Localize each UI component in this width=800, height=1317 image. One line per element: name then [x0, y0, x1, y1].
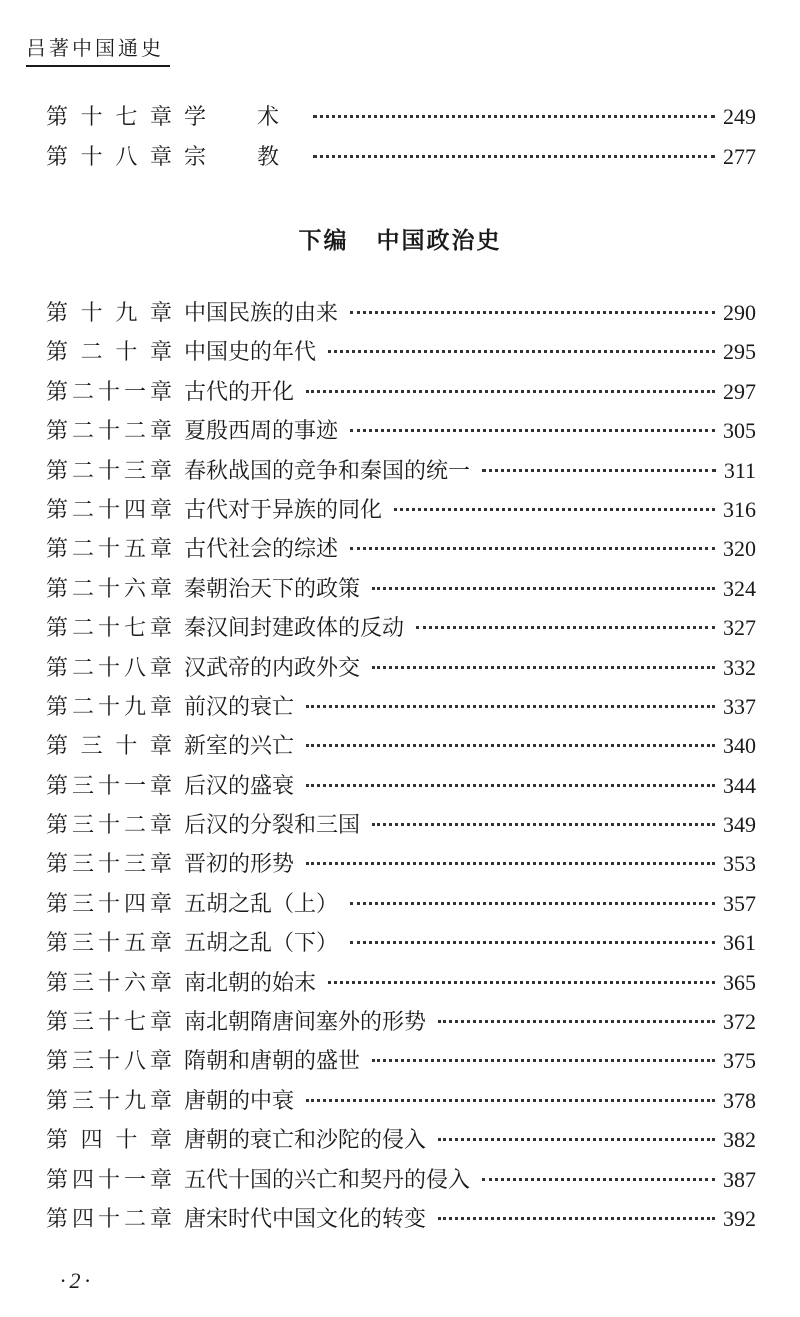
chapter-number: 第二十七章: [46, 616, 172, 642]
chapter-title: 新室的兴亡: [184, 734, 295, 760]
chapter-title: 宗 教: [184, 145, 301, 170]
chapter-title: 唐朝的中衰: [184, 1088, 295, 1114]
chapter-title: 五代十国的兴亡和契丹的侵入: [184, 1167, 471, 1193]
chapter-number: 第三十五章: [46, 931, 172, 957]
dot-leader: [306, 744, 715, 747]
toc-entry[interactable]: [46, 966, 756, 1005]
chapter-title: 春秋战国的竞争和秦国的统一: [184, 458, 471, 484]
chapter-title: 隋朝和唐朝的盛世: [184, 1049, 361, 1075]
toc-entry[interactable]: [46, 690, 756, 729]
toc-entry[interactable]: [46, 140, 756, 180]
page-number: 387: [723, 1166, 756, 1192]
toc-entry[interactable]: [46, 414, 756, 453]
toc-entry[interactable]: [46, 847, 756, 886]
chapter-title: 古代社会的综述: [184, 537, 339, 563]
page-number: 295: [723, 339, 756, 365]
chapter-title: 秦朝治天下的政策: [184, 576, 361, 602]
section-heading: [0, 222, 800, 255]
chapter-number: 第四十二章: [46, 1206, 172, 1232]
dot-leader: [438, 1217, 715, 1220]
page-number: 324: [723, 575, 756, 601]
chapter-number: 第十八章: [46, 145, 172, 170]
chapter-title: 秦汉间封建政体的反动: [184, 616, 405, 642]
dot-leader: [306, 705, 715, 708]
chapter-title: 南北朝的始末: [184, 970, 317, 996]
dot-leader: [394, 508, 715, 511]
dot-leader: [328, 981, 715, 984]
toc-entry[interactable]: [46, 532, 756, 571]
page-number: 311: [723, 457, 756, 483]
page-number: 344: [723, 772, 756, 798]
toc-entry[interactable]: [46, 1123, 756, 1162]
toc-entry[interactable]: [46, 296, 756, 335]
chapter-number: 第三十一章: [46, 773, 172, 799]
toc-entry[interactable]: [46, 1005, 756, 1044]
toc-continued-list: [46, 100, 756, 180]
toc-entry[interactable]: [46, 611, 756, 650]
dot-leader: [306, 862, 715, 865]
toc-entry[interactable]: [46, 1202, 756, 1241]
chapter-number: 第十九章: [46, 301, 172, 326]
toc-entry[interactable]: [46, 651, 756, 690]
page-number: 316: [723, 496, 756, 522]
page-number: 320: [723, 536, 756, 562]
toc-entry[interactable]: [46, 1163, 756, 1202]
page-number: 353: [723, 851, 756, 877]
chapter-number: 第十七章: [46, 105, 172, 130]
chapter-number: 第三十二章: [46, 813, 172, 839]
page-number: 327: [723, 615, 756, 641]
toc-entry[interactable]: [46, 375, 756, 414]
chapter-number: 第四十章: [46, 1128, 172, 1154]
dot-leader: [482, 469, 716, 472]
chapter-title: 南北朝隋唐间塞外的形势: [184, 1010, 427, 1036]
chapter-title: 前汉的衰亡: [184, 694, 295, 720]
chapter-number: 第四十一章: [46, 1167, 172, 1193]
chapter-title: 晋初的形势: [184, 852, 295, 878]
page-number: 337: [723, 693, 756, 719]
page-number: 375: [723, 1048, 756, 1074]
page-number: 249: [723, 104, 756, 129]
page-number: 277: [723, 144, 756, 169]
dot-leader: [416, 626, 715, 629]
toc-entry[interactable]: [46, 454, 756, 493]
page-number: 349: [723, 812, 756, 838]
chapter-number: 第二十九章: [46, 694, 172, 720]
chapter-number: 第三十九章: [46, 1088, 172, 1114]
chapter-number: 第三十章: [46, 734, 172, 760]
chapter-title: 后汉的分裂和三国: [184, 813, 361, 839]
dot-leader: [328, 350, 715, 353]
chapter-number: 第三十三章: [46, 852, 172, 878]
dot-leader: [313, 115, 715, 118]
page-number: 382: [723, 1127, 756, 1153]
chapter-number: 第二十六章: [46, 576, 172, 602]
page-number: 361: [723, 930, 756, 956]
toc-entry[interactable]: [46, 729, 756, 768]
toc-entry[interactable]: [46, 493, 756, 532]
page-number: 357: [723, 890, 756, 916]
chapter-title: 汉武帝的内政外交: [184, 655, 361, 681]
page-number: 297: [723, 378, 756, 404]
dot-leader: [313, 155, 715, 158]
page-number: 305: [723, 418, 756, 444]
dot-leader: [482, 1178, 715, 1181]
dot-leader: [350, 429, 715, 432]
dot-leader: [372, 1059, 715, 1062]
dot-leader: [372, 666, 715, 669]
toc-entry[interactable]: [46, 1084, 756, 1123]
toc-entry[interactable]: [46, 926, 756, 965]
dot-leader: [438, 1138, 715, 1141]
toc-entry[interactable]: [46, 1044, 756, 1083]
dot-leader: [372, 823, 715, 826]
chapter-title: 学 术: [184, 105, 301, 130]
chapter-title: 五胡之乱（下）: [184, 931, 339, 957]
toc-entry[interactable]: [46, 335, 756, 374]
chapter-title: 唐宋时代中国文化的转变: [184, 1206, 427, 1232]
dot-leader: [438, 1020, 715, 1023]
chapter-number: 第二十三章: [46, 458, 172, 484]
dot-leader: [350, 311, 715, 314]
chapter-title: 古代的开化: [184, 379, 295, 405]
dot-leader: [306, 1099, 715, 1102]
chapter-title: 中国史的年代: [184, 340, 317, 366]
page-number: 372: [723, 1009, 756, 1035]
chapter-number: 第二十二章: [46, 419, 172, 445]
page-number: 290: [723, 300, 756, 325]
chapter-title: 古代对于异族的同化: [184, 497, 383, 523]
toc-entry[interactable]: [46, 769, 756, 808]
dot-leader: [372, 587, 715, 590]
page-number: 365: [723, 969, 756, 995]
section-title: 中国政治史: [376, 228, 502, 254]
toc-entry[interactable]: [46, 808, 756, 847]
chapter-number: 第三十七章: [46, 1010, 172, 1036]
chapter-title: 五胡之乱（上）: [184, 891, 339, 917]
dot-leader: [350, 902, 715, 905]
chapter-title: 后汉的盛衰: [184, 773, 295, 799]
page-number: 340: [723, 733, 756, 759]
section-part-label: 下编: [298, 228, 349, 254]
chapter-number: 第二十五章: [46, 537, 172, 563]
dot-leader: [350, 547, 715, 550]
page-folio: ·2·: [60, 1268, 94, 1293]
chapter-number: 第二十章: [46, 340, 172, 366]
running-head: 吕著中国通史: [26, 32, 170, 67]
chapter-title: 中国民族的由来: [184, 301, 339, 326]
dot-leader: [306, 784, 715, 787]
chapter-title: 夏殷西周的事迹: [184, 419, 339, 445]
toc-entry[interactable]: [46, 100, 756, 140]
page-number: 332: [723, 654, 756, 680]
chapter-number: 第二十一章: [46, 379, 172, 405]
toc-entry[interactable]: [46, 572, 756, 611]
chapter-number: 第三十六章: [46, 970, 172, 996]
page-number: 378: [723, 1087, 756, 1113]
toc-list: [46, 296, 756, 1241]
page-number: 392: [723, 1205, 756, 1231]
chapter-title: 唐朝的衰亡和沙陀的侵入: [184, 1128, 427, 1154]
toc-entry[interactable]: [46, 887, 756, 926]
chapter-number: 第三十八章: [46, 1049, 172, 1075]
chapter-number: 第二十四章: [46, 497, 172, 523]
chapter-number: 第三十四章: [46, 891, 172, 917]
dot-leader: [306, 390, 715, 393]
chapter-number: 第二十八章: [46, 655, 172, 681]
dot-leader: [350, 941, 715, 944]
